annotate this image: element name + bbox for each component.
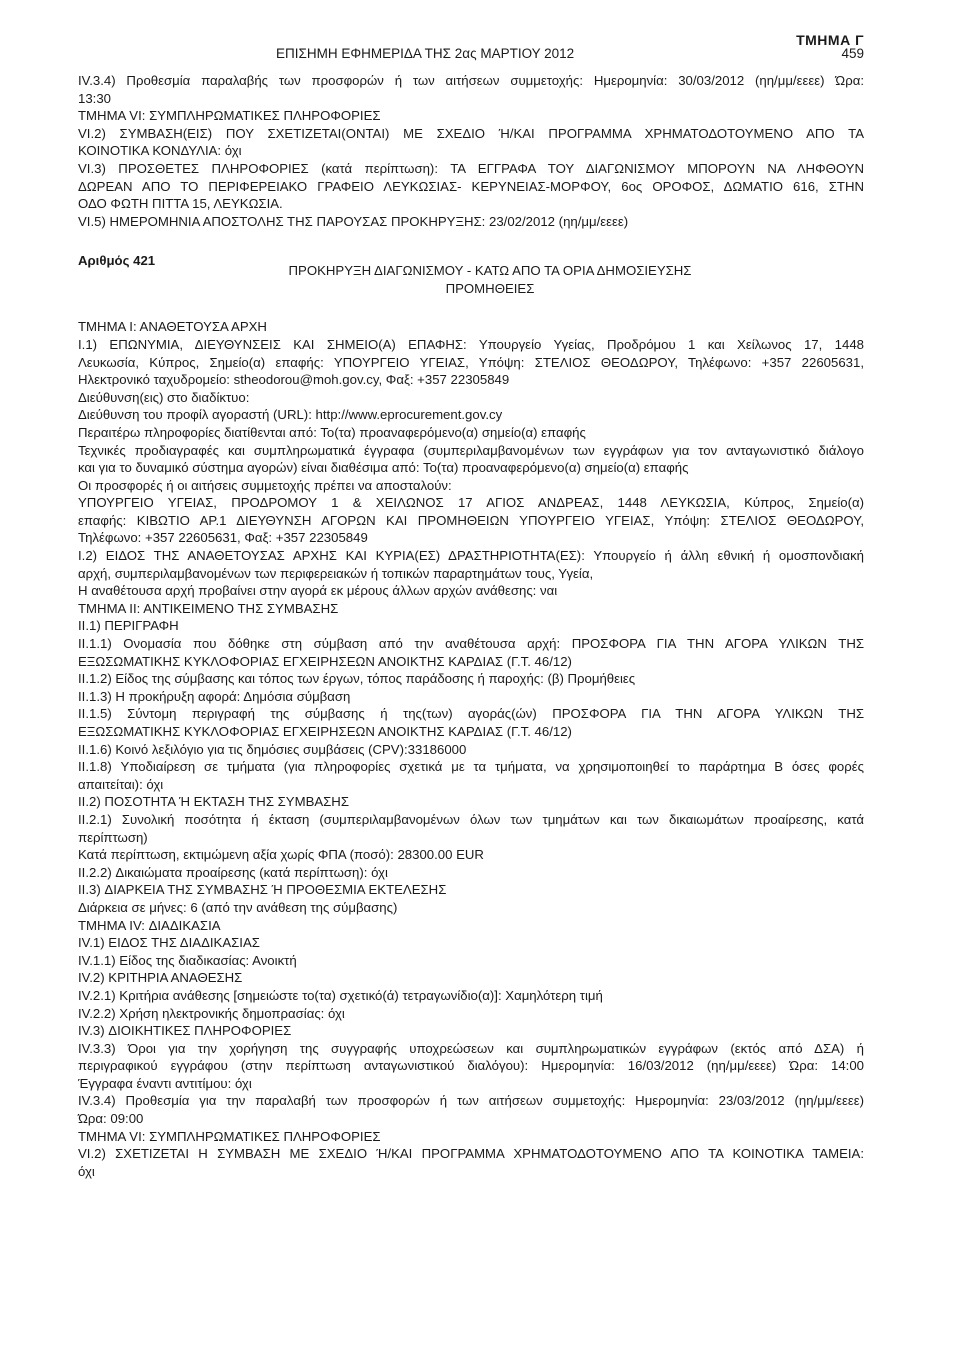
text-line: ΤΜΗΜΑ VI: ΣΥΜΠΛΗΡΩΜΑΤΙΚΕΣ ΠΛΗΡΟΦΟΡΙΕΣ bbox=[78, 108, 381, 124]
text-line: περίπτωση) bbox=[78, 829, 148, 845]
text-line: περιγραφικού εγγράφου (στην περίπτωση ανταγωνιστικού διαλόγου): Ημερομηνία: 16/03/2012 (ηη/μμ/εεεε) Ώρα: 14:00 bbox=[78, 1058, 864, 1074]
document-page bbox=[78, 30, 864, 1180]
text-line: II.1.6) Κοινό λεξιλόγιο για τις δημόσιες συμβάσεις (CPV):33186000 bbox=[78, 741, 467, 757]
text-line: επαφής: ΚΙΒΩΤΙΟ ΑΡ.1 ΔΙΕΥΘΥΝΣΗ ΑΓΟΡΩΝ ΚΑΙ ΠΡΟΜΗΘΕΙΩΝ ΥΠΟΥΡΓΕΙΟ ΥΓΕΙΑΣ, Υπόψη: ΣΤΕΛΙΟΣ ΘΕΟΔΩΡΟΥ, bbox=[78, 512, 864, 528]
text-line: Ηλεκτρονικό ταχυδρομείο: stheodorou@moh.gov.cy, Φαξ: +357 22305849 bbox=[78, 372, 510, 388]
page-header bbox=[78, 46, 864, 66]
text-line: απαιτείται): όχι bbox=[78, 776, 164, 792]
text-line: II.1.3) Η προκήρυξη αφορά: Δημόσια σύμβαση bbox=[78, 688, 351, 704]
announcement-block bbox=[78, 252, 864, 298]
announcement-heading bbox=[254, 252, 726, 298]
text-line: ΤΜΗΜΑ VI: ΣΥΜΠΛΗΡΩΜΑΤΙΚΕΣ ΠΛΗΡΟΦΟΡΙΕΣ bbox=[78, 1128, 381, 1144]
gazette-title: ΕΠΙΣΗΜΗ ΕΦΗΜΕΡΙΔΑ ΤΗΣ 2ας ΜΑΡΤΙΟΥ 2012 bbox=[276, 46, 575, 61]
text-line: Οι προσφορές ή οι αιτήσεις συμμετοχής πρέπει να αποσταλούν: bbox=[78, 477, 452, 493]
section-tag: ΤΜΗΜΑ Γ bbox=[796, 32, 864, 48]
text-line: VI.2) ΣΧΕΤΙΖΕΤΑΙ Η ΣΥΜΒΑΣΗ ΜΕ ΣΧΕΔΙΟ Ή/ΚΑΙ ΠΡΟΓΡΑΜΜΑ ΧΡΗΜΑΤΟΔΟΤΟΥΜΕΝΟ ΑΠΟ ΤΑ ΚΟΙΝΟΤΙΚΑ ΤΑΜΕΙΑ: bbox=[78, 1146, 864, 1162]
top-section bbox=[78, 72, 864, 230]
text-line: Τεχνικές προδιαγραφές και συμπληρωματικά έγγραφα (συμπεριλαμβανομένων των εγγράφων για τον ανταγωνιστικό διάλογο bbox=[78, 442, 864, 458]
text-line: II.2.2) Δικαιώματα προαίρεσης (κατά περίπτωση): όχι bbox=[78, 864, 388, 880]
text-line: IV.2.2) Χρήση ηλεκτρονικής δημοπρασίας: όχι bbox=[78, 1005, 345, 1021]
text-line: II.1) ΠΕΡΙΓΡΑΦΗ bbox=[78, 618, 179, 634]
text-line: Η αναθέτουσα αρχή προβαίνει στην αγορά εκ μέρους άλλων αρχών ανάθεσης: ναι bbox=[78, 583, 558, 599]
page-number: 459 bbox=[841, 46, 864, 61]
text-line: Τηλέφωνο: +357 22605631, Φαξ: +357 22305849 bbox=[78, 530, 368, 546]
announcement-title: ΠΡΟΚΗΡΥΞΗ ΔΙΑΓΩΝΙΣΜΟΥ - ΚΑΤΩ ΑΠΟ ΤΑ ΟΡΙΑ ΔΗΜΟΣΙΕΥΣΗΣ bbox=[288, 263, 692, 279]
text-line: II.2.1) Συνολική ποσότητα ή έκταση (συμπεριλαμβανομένων όλων των τμημάτων και των δικαιωμάτων προαίρεσης, κατά bbox=[78, 811, 864, 827]
text-line: IV.1) ΕΙΔΟΣ ΤΗΣ ΔΙΑΔΙΚΑΣΙΑΣ bbox=[78, 935, 260, 951]
text-line: Περαιτέρω πληροφορίες διατίθενται από: Το(τα) προαναφερόμενο(α) σημείο(α) επαφής bbox=[78, 424, 586, 440]
text-line: Διάρκεια σε μήνες: 6 (από την ανάθεση της σύμβασης) bbox=[78, 899, 398, 915]
text-line: IV.3.4) Προθεσμία παραλαβής των προσφορών ή των αιτήσεων συμμετοχής: Ημερομηνία: 30/03/2012 (ηη/μμ/εεεε) Ώρα: bbox=[78, 73, 864, 88]
text-line: I.2) ΕΙΔΟΣ ΤΗΣ ΑΝΑΘΕΤΟΥΣΑΣ ΑΡΧΗΣ ΚΑΙ ΚΥΡΙΑ(ΕΣ) ΔΡΑΣΤΗΡΙΟΤΗΤΑ(ΕΣ): Υπουργείο ή άλλη εθνική ή ομοσπονδιακή bbox=[78, 548, 864, 564]
text-line: II.1.5) Σύντομη περιγραφή της σύμβασης ή της(των) αγοράς(ών) ΠΡΟΣΦΟΡΑ ΓΙΑ ΤΗΝ ΑΓΟΡΑ ΥΛΙΚΩΝ ΤΗΣ bbox=[78, 706, 864, 722]
text-line: IV.3.3) Όροι για την χορήγηση της συγγραφής υποχρεώσεων και συμπληρωματικών εγγράφων (εκτός από ΔΣΑ) ή bbox=[78, 1040, 864, 1056]
text-line: II.1.2) Είδος της σύμβασης και τόπος των έργων, τόπος παράδοσης ή παροχής: (β) Προμήθειες bbox=[78, 671, 636, 687]
text-line: Διεύθυνση του προφίλ αγοραστή (URL): http://www.eprocurement.gov.cy bbox=[78, 407, 503, 423]
text-line: IV.2.1) Κριτήρια ανάθεσης [σημειώστε το(τα) σχετικό(ά) τετραγωνίδιο(α)]: Χαμηλότερη τιμή bbox=[78, 987, 603, 1003]
text-line: II.1.8) Υποδιαίρεση σε τμήματα (για πληροφορίες σχετικά με τα τμήματα, να χρησιμοποιηθεί το παράρτημα Β όσες φορές bbox=[78, 759, 864, 775]
text-line: II.2) ΠΟΣΟΤΗΤΑ Ή ΕΚΤΑΣΗ ΤΗΣ ΣΥΜΒΑΣΗΣ bbox=[78, 794, 349, 810]
text-line: I.1) ΕΠΩΝΥΜΙΑ, ΔΙΕΥΘΥΝΣΕΙΣ ΚΑΙ ΣΗΜΕΙΟ(Α) ΕΠΑΦΗΣ: Υπουργείο Υγείας, Προδρόμου 1 και Χείλωνος 17, 1448 bbox=[78, 336, 864, 352]
text-line: ΤΜΗΜΑ Ι: ΑΝΑΘΕΤΟΥΣΑ ΑΡΧΗ bbox=[78, 319, 267, 335]
text-line: 13:30 bbox=[78, 90, 112, 106]
text-line: και για το δυναμικό σύστημα αγορών) είναι διαθέσιμα από: Το(τα) προαναφερόμενο(α) σημείο(α) επαφής bbox=[78, 460, 689, 476]
text-line: VI.2) ΣΥΜΒΑΣΗ(ΕΙΣ) ΠΟΥ ΣΧΕΤΙΖΕΤΑΙ(ΟΝΤΑΙ) ΜΕ ΣΧΕΔΙΟ Ή/ΚΑΙ ΠΡΟΓΡΑΜΜΑ ΧΡΗΜΑΤΟΔΟΤΟΥΜΕΝΟ ΑΠΟ ΤΑ bbox=[78, 125, 864, 141]
text-line: ΔΩΡΕΑΝ ΑΠΟ ΤΟ ΠΕΡΙΦΕΡΕΙΑΚΟ ΓΡΑΦΕΙΟ ΛΕΥΚΩΣΙΑΣ- ΚΕΡΥΝΕΙΑΣ-ΜΟΡΦΟΥ, 6ος ΟΡΟΦΟΣ, ΔΩΜΑΤΙΟ 616, ΣΤΗΝ bbox=[78, 178, 864, 194]
text-line: Ώρα: 09:00 bbox=[78, 1111, 144, 1127]
text-line: όχι bbox=[78, 1163, 95, 1179]
announcement-subtitle: ΠΡΟΜΗΘΕΙΕΣ bbox=[445, 281, 535, 297]
text-line: ΤΜΗΜΑ IV: ΔΙΑΔΙΚΑΣΙΑ bbox=[78, 917, 221, 933]
text-line: Διεύθυνση(εις) στο διαδίκτυο: bbox=[78, 389, 250, 405]
text-line: IV.1.1) Είδος της διαδικασίας: Ανοικτή bbox=[78, 952, 297, 968]
text-line: ΕΞΩΣΩΜΑΤΙΚΗΣ ΚΥΚΛΟΦΟΡΙΑΣ ΕΓΧΕΙΡΗΣΕΩΝ ΑΝΟΙΚΤΗΣ ΚΑΡΔΙΑΣ (Γ.Τ. 46/12) bbox=[78, 653, 572, 669]
text-line: Έγγραφα έναντι αντιτίμου: όχι bbox=[78, 1075, 252, 1091]
text-line: ΥΠΟΥΡΓΕΙΟ ΥΓΕΙΑΣ, ΠΡΟΔΡΟΜΟΥ 1 & ΧΕΙΛΩΝΟΣ 17 ΑΓΙΟΣ ΑΝΔΡΕΑΣ, 1448 ΛΕΥΚΩΣΙΑ, Κύπρος, Σημείο(α) bbox=[78, 495, 864, 511]
text-line: IV.2) ΚΡΙΤΗΡΙΑ ΑΝΑΘΕΣΗΣ bbox=[78, 970, 243, 986]
text-line: Λευκωσία, Κύπρος, Σημείο(α) επαφής: ΥΠΟΥΡΓΕΙΟ ΥΓΕΙΑΣ, Υπόψη: ΣΤΕΛΙΟΣ ΘΕΟΔΩΡΟΥ, Τηλέφωνο: +357 22605631, bbox=[78, 354, 864, 370]
announcement-number: Αριθμός 421 bbox=[78, 253, 156, 269]
text-line: IV.3.4) Προθεσμία για την παραλαβή των προσφορών ή των αιτήσεων συμμετοχής: Ημερομηνία: 23/03/2012 (ηη/μμ/εεεε) bbox=[78, 1093, 864, 1109]
text-line: II.1.1) Ονομασία που δόθηκε στη σύμβαση από την αναθέτουσα αρχή: ΠΡΟΣΦΟΡΑ ΓΙΑ ΤΗΝ ΑΓΟΡΑ ΥΛΙΚΩΝ ΤΗΣ bbox=[78, 636, 864, 652]
text-line: VI.3) ΠΡΟΣΘΕΤΕΣ ΠΛΗΡΟΦΟΡΙΕΣ (κατά περίπτωση): ΤΑ ΕΓΓΡΑΦΑ ΤΟΥ ΔΙΑΓΩΝΙΣΜΟΥ ΜΠΟΡΟΥΝ ΝΑ ΛΗΦΘΟΥΝ bbox=[78, 160, 864, 176]
text-line: ΕΞΩΣΩΜΑΤΙΚΗΣ ΚΥΚΛΟΦΟΡΙΑΣ ΕΓΧΕΙΡΗΣΕΩΝ ΑΝΟΙΚΤΗΣ ΚΑΡΔΙΑΣ (Γ.Τ. 46/12) bbox=[78, 724, 572, 739]
text-line: Κατά περίπτωση, εκτιμώμενη αξία χωρίς ΦΠΑ (ποσό): 28300.00 EUR bbox=[78, 847, 484, 863]
text-line: ΤΜΗΜΑ ΙΙ: ΑΝΤΙΚΕΙΜΕΝΟ ΤΗΣ ΣΥΜΒΑΣΗΣ bbox=[78, 600, 339, 616]
text-line: VI.5) ΗΜΕΡΟΜΗΝΙΑ ΑΠΟΣΤΟΛΗΣ ΤΗΣ ΠΑΡΟΥΣΑΣ ΠΡΟΚΗΡΥΞΗΣ: 23/02/2012 (ηη/μμ/εεεε) bbox=[78, 213, 629, 229]
text-line: II.3) ΔΙΑΡΚΕΙΑ ΤΗΣ ΣΥΜΒΑΣΗΣ Ή ΠΡΟΘΕΣΜΙΑ ΕΚΤΕΛΕΣΗΣ bbox=[78, 882, 447, 898]
text-line: ΟΔΟ ΦΩΤΗ ΠΙΤΤΑ 15, ΛΕΥΚΩΣΙΑ. bbox=[78, 196, 283, 212]
main-section bbox=[78, 318, 864, 1180]
text-line: IV.3) ΔΙΟΙΚΗΤΙΚΕΣ ΠΛΗΡΟΦΟΡΙΕΣ bbox=[78, 1023, 292, 1039]
text-line: ΚΟΙΝΟΤΙΚΑ ΚΟΝΔΥΛΙΑ: όχι bbox=[78, 143, 242, 159]
text-line: αρχή, συμπεριλαμβανομένων των περιφερειακών ή τοπικών παραρτημάτων τους, Υγεία, bbox=[78, 565, 594, 581]
